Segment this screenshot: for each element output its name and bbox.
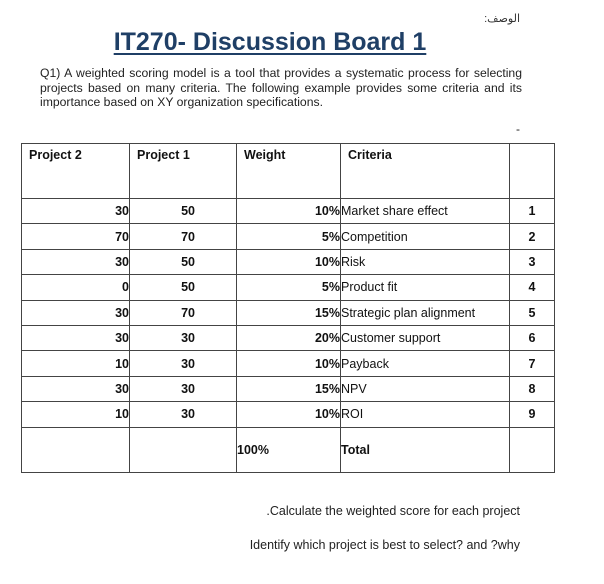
table-row xyxy=(22,325,555,350)
task-calculate: .Calculate the weighted score for each project xyxy=(266,504,520,518)
header-project-1: Project 1 xyxy=(130,144,237,199)
project-2-score: 70 xyxy=(22,224,130,249)
weight-value: 10% xyxy=(237,249,341,274)
criteria-number: 8 xyxy=(510,376,555,401)
criteria-number: 5 xyxy=(510,300,555,325)
table-row xyxy=(22,224,555,249)
header-number xyxy=(510,144,555,199)
table-row xyxy=(22,300,555,325)
project-2-score: 30 xyxy=(22,300,130,325)
project-1-score: 50 xyxy=(130,249,237,274)
project-1-score: 30 xyxy=(130,376,237,401)
dash-mark: - xyxy=(516,122,520,136)
project-2-score: 30 xyxy=(22,199,130,224)
project-2-score: 10 xyxy=(22,402,130,427)
project-1-score: 30 xyxy=(130,325,237,350)
weight-value: 10% xyxy=(237,199,341,224)
weight-value: 20% xyxy=(237,325,341,350)
weight-value: 15% xyxy=(237,300,341,325)
project-2-score: 30 xyxy=(22,249,130,274)
project-2-score: 0 xyxy=(22,275,130,300)
criteria-number: 2 xyxy=(510,224,555,249)
criteria-name: Risk xyxy=(341,249,510,274)
table-row xyxy=(22,199,555,224)
criteria-name: NPV xyxy=(341,376,510,401)
weight-value: 10% xyxy=(237,351,341,376)
weight-value: 5% xyxy=(237,275,341,300)
page-title: IT270- Discussion Board 1 xyxy=(113,28,427,56)
project-2-score: 30 xyxy=(22,376,130,401)
project-1-score: 70 xyxy=(130,300,237,325)
header-weight: Weight xyxy=(237,144,341,199)
criteria-name: Customer support xyxy=(341,325,510,350)
criteria-name: ROI xyxy=(341,402,510,427)
criteria-number: 4 xyxy=(510,275,555,300)
criteria-name: Strategic plan alignment xyxy=(341,300,510,325)
project-1-score: 30 xyxy=(130,402,237,427)
criteria-name: Competition xyxy=(341,224,510,249)
criteria-number: 7 xyxy=(510,351,555,376)
total-project-1-cell xyxy=(130,427,237,472)
project-1-score: 70 xyxy=(130,224,237,249)
project-2-score: 30 xyxy=(22,325,130,350)
table-header-row xyxy=(22,144,555,199)
weighted-scoring-table xyxy=(21,143,555,473)
project-1-score: 50 xyxy=(130,199,237,224)
header-project-2: Project 2 xyxy=(22,144,130,199)
criteria-name: Payback xyxy=(341,351,510,376)
table-row xyxy=(22,351,555,376)
task-identify: Identify which project is best to select? and ?why xyxy=(249,538,520,552)
table-row xyxy=(22,376,555,401)
project-2-score: 10 xyxy=(22,351,130,376)
project-1-score: 30 xyxy=(130,351,237,376)
total-row xyxy=(22,427,555,472)
weight-value: 15% xyxy=(237,376,341,401)
table-body xyxy=(22,199,555,428)
total-label: Total xyxy=(341,427,510,472)
total-number-cell xyxy=(510,427,555,472)
total-project-2-cell xyxy=(22,427,130,472)
criteria-name: Product fit xyxy=(341,275,510,300)
project-1-score: 50 xyxy=(130,275,237,300)
table-row xyxy=(22,249,555,274)
criteria-name: Market share effect xyxy=(341,199,510,224)
header-criteria: Criteria xyxy=(341,144,510,199)
weight-value: 5% xyxy=(237,224,341,249)
table-row xyxy=(22,402,555,427)
total-weight: 100% xyxy=(237,427,341,472)
question-text: Q1) A weighted scoring model is a tool that provides a systematic process for selecting projects based on many criteria. The following example provides some criteria and its importance based on XY organization specifications. xyxy=(40,66,522,109)
criteria-number: 3 xyxy=(510,249,555,274)
criteria-number: 1 xyxy=(510,199,555,224)
criteria-number: 9 xyxy=(510,402,555,427)
table-row xyxy=(22,275,555,300)
description-label: الوصف: xyxy=(484,13,520,25)
criteria-number: 6 xyxy=(510,325,555,350)
weight-value: 10% xyxy=(237,402,341,427)
